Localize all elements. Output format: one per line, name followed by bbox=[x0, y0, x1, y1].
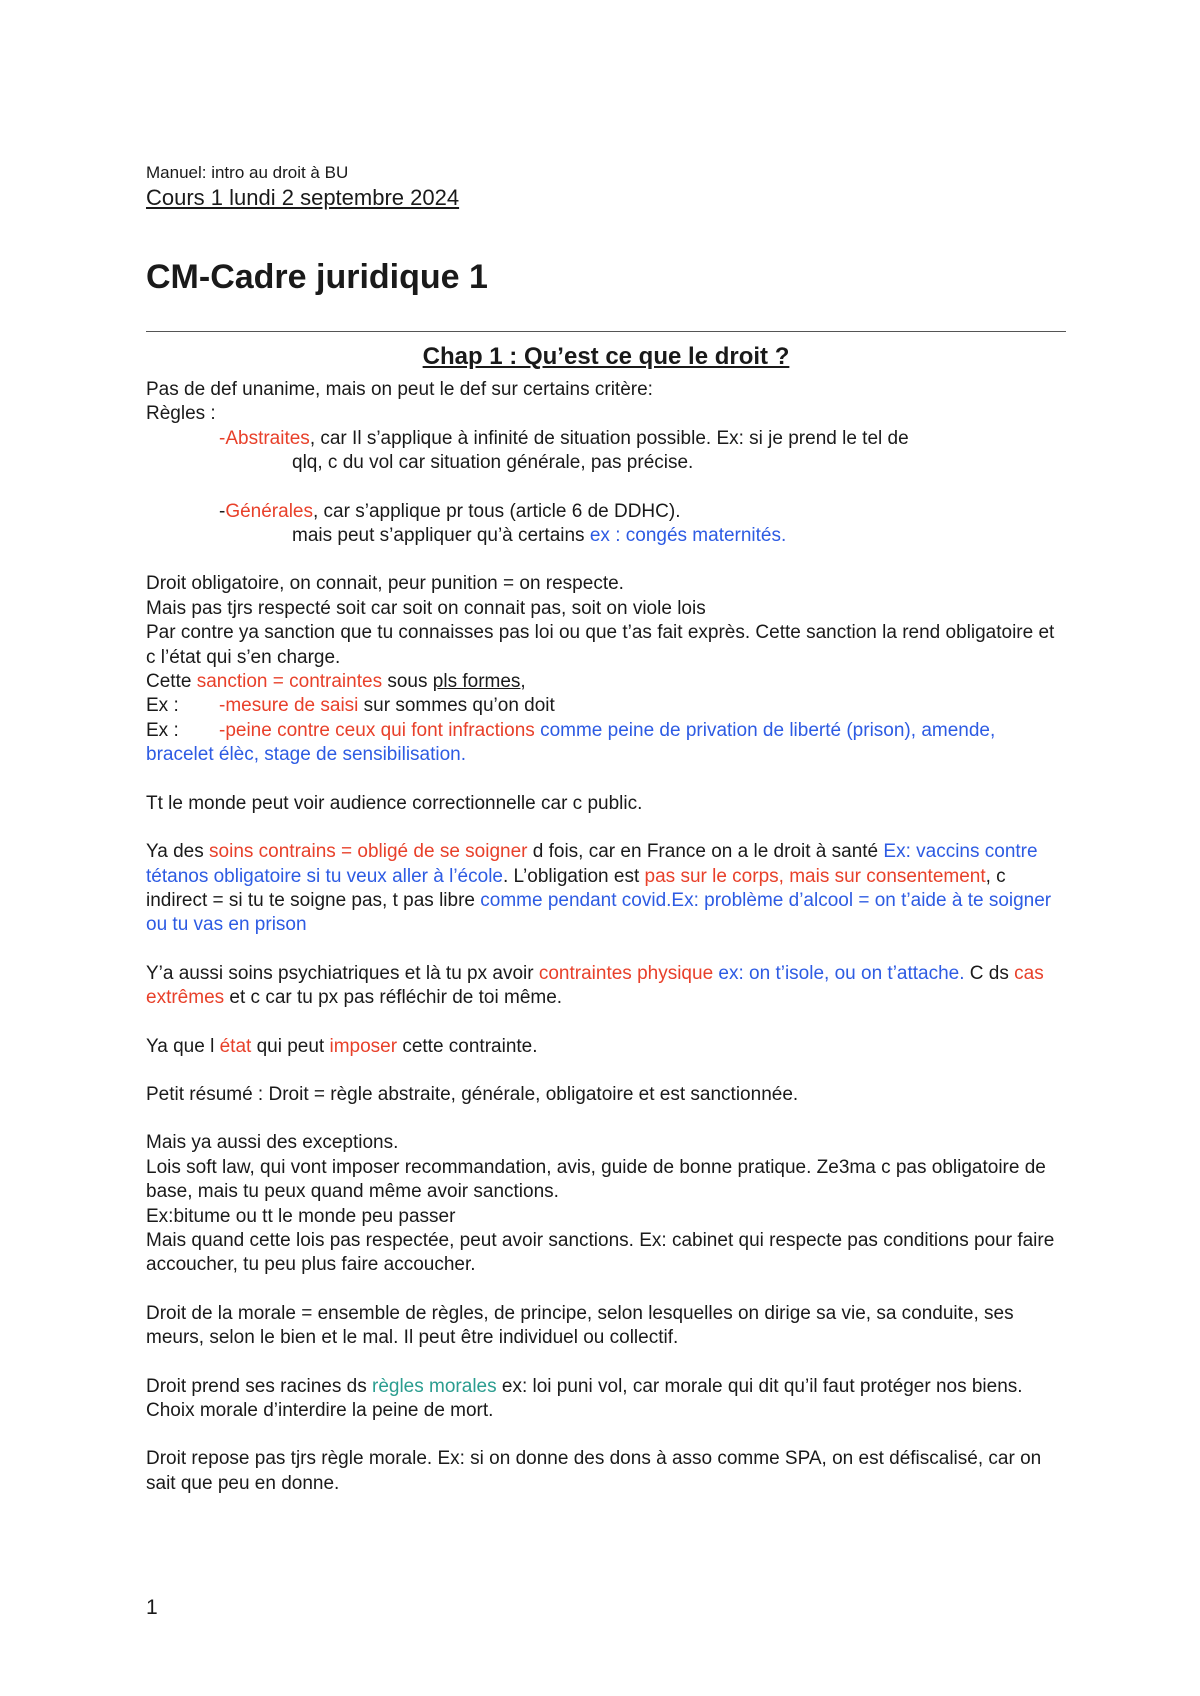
paragraph: Y’a aussi soins psychiatriques et là tu px avoir contraintes physique ex: on t’isole, ou on t’attache. C ds cas extrêmes et c car tu px pas réfléchir de toi même. bbox=[146, 962, 1044, 1009]
highlight-blue: ex : congés maternités. bbox=[589, 525, 787, 547]
paragraph: Mais pas tjrs respecté soit car soit on connait pas, soit on viole lois bbox=[146, 597, 706, 619]
document-page bbox=[146, 162, 1066, 1496]
highlight-blue: comme peine de privation de liberté (prison), amende, bracelet élèc, stage de sensibilisation. bbox=[146, 719, 996, 766]
paragraph: Mais ya aussi des exceptions. bbox=[146, 1132, 399, 1154]
paragraph: Droit repose pas tjrs règle morale. Ex: si on donne des dons à asso comme SPA, on est défiscalisé, car on sait que peu en donne. bbox=[146, 1448, 1042, 1494]
highlight-red: Générales bbox=[225, 500, 313, 522]
document-body bbox=[146, 378, 1066, 1496]
highlight-red: Abstraites bbox=[225, 427, 310, 449]
highlight-red: état bbox=[219, 1035, 252, 1057]
paragraph: Mais quand cette lois pas respectée, peut avoir sanctions. Ex: cabinet qui respecte pas conditions pour faire accoucher, tu peu plus faire accoucher. bbox=[146, 1229, 1055, 1276]
highlight-red: cas extrêmes bbox=[146, 962, 1044, 1009]
paragraph: Ya des soins contrains = obligé de se soigner d fois, car en France on a le droit à santé Ex: vaccins contre tétanos obligatoire si tu veux aller à l’école. L’obligation est pas sur le corps, mais sur consentement, c indirect = si tu te soigne pas, t pas libre comme pendant covid.Ex: problème d’alcool = on t’aide à te soigner ou tu vas en prison bbox=[146, 841, 1052, 936]
highlight-red: contraintes physique bbox=[538, 962, 714, 984]
highlight-red: imposer bbox=[329, 1035, 398, 1057]
paragraph: Règles : bbox=[146, 403, 216, 425]
horizontal-rule bbox=[146, 331, 1066, 332]
paragraph: Ex:bitume ou tt le monde peu passer bbox=[146, 1205, 456, 1227]
paragraph: Droit de la morale = ensemble de règles, de principe, selon lesquelles on dirige sa vie, sa conduite, ses meurs, selon le bien et le mal. Il peut être individuel ou collectif. bbox=[146, 1302, 1014, 1349]
paragraph: qlq, c du vol car situation générale, pas précise. bbox=[292, 452, 694, 474]
paragraph: mais peut s’appliquer qu’à certains ex : congés maternités. bbox=[292, 525, 787, 547]
highlight-red: soins contrains = obligé de se soigner bbox=[209, 841, 528, 863]
paragraph: Droit obligatoire, on connait, peur punition = on respecte. bbox=[146, 573, 624, 595]
highlight-red: -peine contre ceux qui font infractions bbox=[219, 719, 535, 741]
highlight-red: sanction = contraintes bbox=[196, 671, 383, 693]
paragraph: -Abstraites, car Il s’applique à infinité de situation possible. Ex: si je prend le tel de bbox=[219, 427, 909, 449]
highlight-red: -mesure de saisi bbox=[219, 695, 359, 717]
page-number: 1 bbox=[146, 1596, 158, 1619]
document-title: CM-Cadre juridique 1 bbox=[146, 258, 488, 296]
paragraph: Droit prend ses racines ds règles morales ex: loi puni vol, car morale qui dit qu’il faut protéger nos biens. bbox=[146, 1375, 1023, 1397]
chapter-heading: Chap 1 : Qu’est ce que le droit ? bbox=[422, 343, 790, 370]
paragraph: Ex : -mesure de saisi sur sommes qu’on doit bbox=[146, 695, 555, 717]
underlined-text: pls formes bbox=[432, 671, 521, 693]
paragraph: Pas de def unanime, mais on peut le def sur certains critère: bbox=[146, 379, 653, 400]
highlight-red: pas sur le corps, mais sur consentement bbox=[644, 865, 986, 887]
highlight-teal: règles morales bbox=[372, 1375, 497, 1397]
paragraph: Tt le monde peut voir audience correctionnelle car c public. bbox=[146, 792, 643, 814]
highlight-blue: ex: on t’isole, ou on t’attache. bbox=[713, 962, 965, 984]
course-date: Cours 1 lundi 2 septembre 2024 bbox=[146, 185, 460, 210]
paragraph: Petit résumé : Droit = règle abstraite, générale, obligatoire et est sanctionnée. bbox=[146, 1083, 799, 1105]
paragraph: -Générales, car s’applique pr tous (article 6 de DDHC). bbox=[219, 500, 681, 522]
highlight-blue: comme pendant covid.Ex: problème d’alcool = on t’aide à te soigner ou tu vas en prison bbox=[146, 889, 1052, 936]
paragraph: Ex : -peine contre ceux qui font infractions comme peine de privation de liberté (prison), amende, bracelet élèc, stage de sensibilisation. bbox=[146, 719, 996, 766]
paragraph: Choix morale d’interdire la peine de mort. bbox=[146, 1400, 494, 1421]
paragraph: Ya que l état qui peut imposer cette contrainte. bbox=[146, 1035, 538, 1057]
manual-note: Manuel: intro au droit à BU bbox=[146, 163, 349, 182]
paragraph: Lois soft law, qui vont imposer recommandation, avis, guide de bonne pratique. Ze3ma c pas obligatoire de base, mais tu peux quand même avoir sanctions. bbox=[146, 1156, 1046, 1203]
highlight-blue: Ex: vaccins contre tétanos obligatoire si tu veux aller à l’école bbox=[146, 841, 1038, 887]
paragraph: Par contre ya sanction que tu connaisses pas loi ou que t’as fait exprès. Cette sanction la rend obligatoire et c l’état qui s’en charge. bbox=[146, 622, 1055, 668]
paragraph: Cette sanction = contraintes sous pls formes, bbox=[146, 671, 526, 693]
